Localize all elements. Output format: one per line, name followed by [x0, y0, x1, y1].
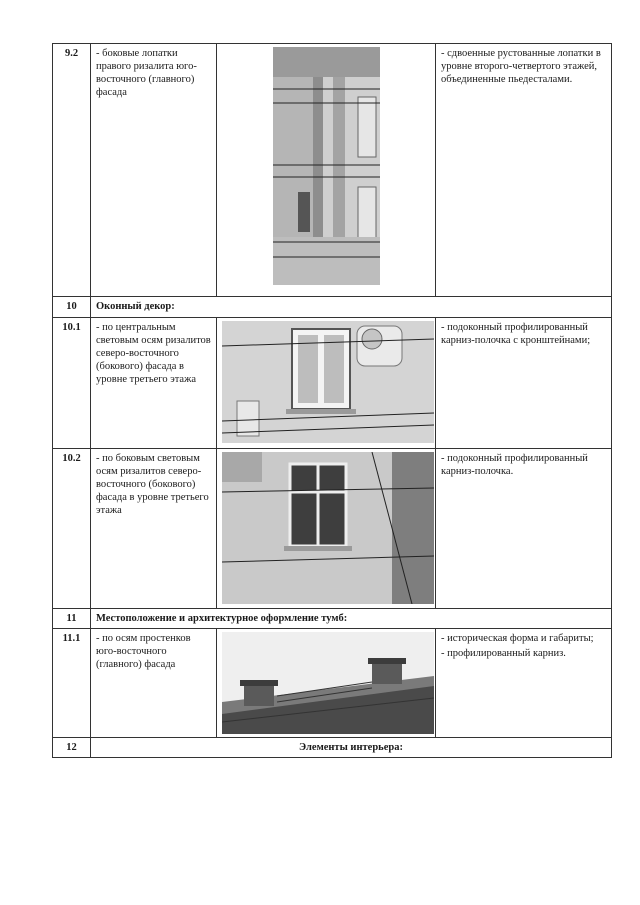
description-line: - историческая форма и габариты;	[441, 633, 594, 644]
window-photo-1	[222, 321, 434, 443]
photo-cell	[217, 449, 436, 609]
description-cell	[436, 449, 612, 609]
section-title: Элементы интерьера:	[91, 738, 612, 758]
row-number: 10.2	[53, 449, 91, 609]
section-row	[53, 297, 612, 318]
window-photo-2	[222, 452, 434, 604]
section-title: Местоположение и архитектурное оформление тумб:	[91, 609, 612, 629]
description-line: - профилированный карниз.	[441, 648, 566, 659]
photo-cell	[217, 629, 436, 738]
element-cell: - по осям простенков юго-восточного (главного) фасада	[91, 629, 217, 738]
parapet-photo	[222, 632, 434, 734]
table-row	[53, 44, 612, 297]
description-cell	[436, 318, 612, 449]
description-cell	[436, 629, 612, 738]
row-number: 12	[53, 738, 91, 758]
description-line: - подоконный профилированный карниз-полочка с кронштейнами;	[441, 322, 591, 346]
photo-cell	[217, 318, 436, 449]
description-cell	[436, 44, 612, 297]
pilasters-photo	[273, 47, 380, 285]
row-number: 9.2	[53, 44, 91, 297]
row-number: 10	[53, 297, 91, 318]
row-number: 10.1	[53, 318, 91, 449]
element-cell: - по боковым световым осям ризалитов северо-восточного (бокового) фасада в уровне третьего этажа	[91, 449, 217, 609]
table-row	[53, 449, 612, 609]
description-line: - сдвоенные рустованные лопатки в уровне второго-четвертого этажей, объединенные пьедесталами.	[441, 48, 601, 85]
table-row	[53, 318, 612, 449]
row-number: 11.1	[53, 629, 91, 738]
section-row	[53, 609, 612, 629]
description-line: - подоконный профилированный карниз-полочка.	[441, 453, 588, 477]
element-cell: - боковые лопатки правого ризалита юго-восточного (главного) фасада	[91, 44, 217, 297]
heritage-elements-table	[52, 43, 612, 758]
element-cell: - по центральным световым осям ризалитов северо-восточного (бокового) фасада в уровне третьего этажа	[91, 318, 217, 449]
table-row	[53, 629, 612, 738]
photo-cell	[217, 44, 436, 297]
row-number: 11	[53, 609, 91, 629]
section-row	[53, 738, 612, 758]
section-title: Оконный декор:	[91, 297, 612, 318]
